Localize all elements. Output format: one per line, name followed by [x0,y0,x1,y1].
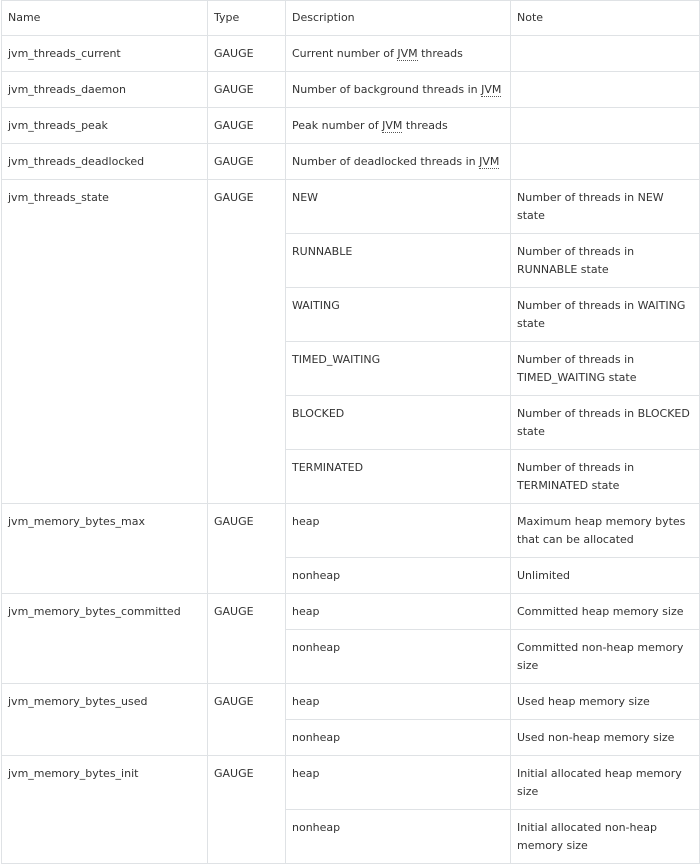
metric-description: heap [286,594,511,630]
metric-note: Number of threads in WAITING state [511,288,700,342]
description-text: threads [402,119,448,132]
metric-name: jvm_threads_daemon [2,72,208,108]
header-type: Type [208,1,286,36]
metric-type: GAUGE [208,144,286,180]
metric-type: GAUGE [208,756,286,864]
metric-note [511,144,700,180]
metric-note: Number of threads in TERMINATED state [511,450,700,504]
metric-note: Number of threads in RUNNABLE state [511,234,700,288]
metric-type: GAUGE [208,72,286,108]
metric-type: GAUGE [208,594,286,684]
metric-type: GAUGE [208,36,286,72]
metric-name: jvm_memory_bytes_used [2,684,208,756]
metrics-table [1,0,700,864]
table-body [2,36,700,864]
metric-description: TERMINATED [286,450,511,504]
metric-description: NEW [286,180,511,234]
metric-note: Committed heap memory size [511,594,700,630]
description-text: Number of deadlocked threads in [292,155,480,168]
table-row [2,72,700,108]
metric-description: nonheap [286,720,511,756]
header-name: Name [2,1,208,36]
metric-description [286,72,511,108]
metric-name: jvm_threads_current [2,36,208,72]
metric-note: Used non-heap memory size [511,720,700,756]
metric-note [511,108,700,144]
metric-description: nonheap [286,810,511,864]
metric-description: heap [286,756,511,810]
header-description: Description [286,1,511,36]
metric-note: Committed non-heap memory size [511,630,700,684]
metric-name: jvm_memory_bytes_max [2,504,208,594]
metric-description: BLOCKED [286,396,511,450]
metric-type: GAUGE [208,108,286,144]
metric-type: GAUGE [208,180,286,504]
description-text: threads [417,47,463,60]
metric-note: Used heap memory size [511,684,700,720]
metric-description: WAITING [286,288,511,342]
table-row [2,504,700,558]
metric-type: GAUGE [208,504,286,594]
table-row [2,180,700,234]
metric-note: Initial allocated non-heap memory size [511,810,700,864]
metric-note: Maximum heap memory bytes that can be allocated [511,504,700,558]
metric-name: jvm_threads_state [2,180,208,504]
description-text: Current number of [292,47,398,60]
table-row [2,684,700,720]
metric-description: nonheap [286,558,511,594]
metric-type: GAUGE [208,684,286,756]
metric-description [286,144,511,180]
jvm-abbreviation[interactable]: JVM [479,155,500,168]
jvm-abbreviation[interactable]: JVM [481,83,502,96]
table-row [2,594,700,630]
metric-name: jvm_threads_deadlocked [2,144,208,180]
metric-description: RUNNABLE [286,234,511,288]
description-text: Peak number of [292,119,383,132]
table-row [2,756,700,810]
description-text: Number of background threads in [292,83,482,96]
metric-description: heap [286,504,511,558]
metric-description: nonheap [286,630,511,684]
table-row [2,36,700,72]
table-header [2,1,700,36]
header-note: Note [511,1,700,36]
metric-note: Number of threads in TIMED_WAITING state [511,342,700,396]
metric-note [511,36,700,72]
metric-name: jvm_memory_bytes_init [2,756,208,864]
metric-name: jvm_memory_bytes_committed [2,594,208,684]
metric-note: Number of threads in NEW state [511,180,700,234]
metric-name: jvm_threads_peak [2,108,208,144]
metric-description: heap [286,684,511,720]
jvm-abbreviation[interactable]: JVM [382,119,403,132]
metric-note: Initial allocated heap memory size [511,756,700,810]
table-row [2,144,700,180]
jvm-abbreviation[interactable]: JVM [397,47,418,60]
metric-note: Number of threads in BLOCKED state [511,396,700,450]
header-row [2,1,700,36]
metric-note [511,72,700,108]
metric-note: Unlimited [511,558,700,594]
metric-description: TIMED_WAITING [286,342,511,396]
table-row [2,108,700,144]
metric-description [286,36,511,72]
metric-description [286,108,511,144]
